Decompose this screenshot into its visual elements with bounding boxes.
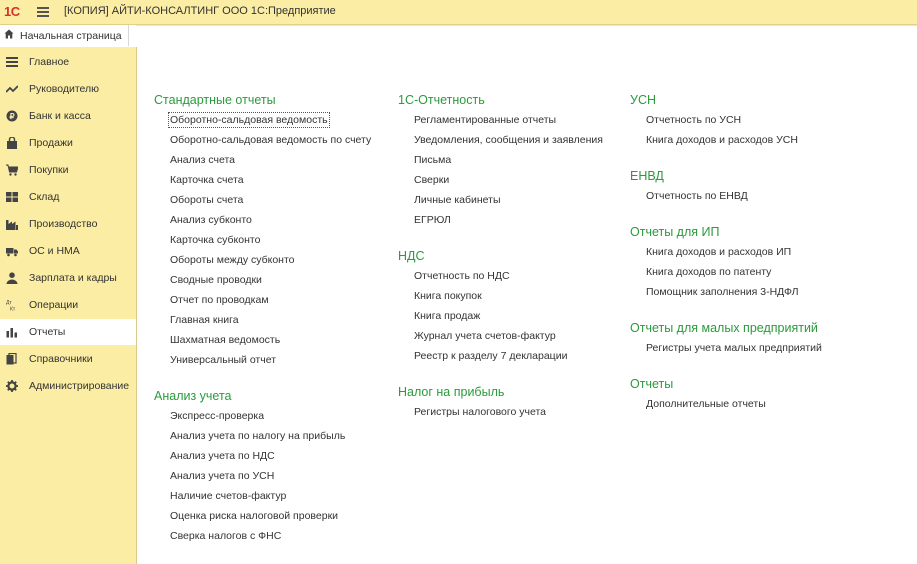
report-link[interactable]: ЕГРЮЛ bbox=[414, 214, 451, 226]
section-ip-reports bbox=[630, 222, 822, 302]
section-reports bbox=[630, 374, 822, 414]
sidebar-item-label: Покупки bbox=[29, 164, 69, 176]
app-logo[interactable]: 1С bbox=[4, 4, 20, 19]
section-title: Анализ учета bbox=[154, 389, 232, 403]
section-title: Отчеты для малых предприятий bbox=[630, 321, 818, 335]
sidebar-item-production[interactable] bbox=[0, 211, 136, 237]
debit-credit-icon bbox=[6, 299, 18, 311]
report-link[interactable]: Отчетность по НДС bbox=[414, 270, 510, 282]
report-link[interactable]: Экспресс-проверка bbox=[170, 410, 265, 422]
section-title: Стандартные отчеты bbox=[154, 93, 276, 107]
section-title: УСН bbox=[630, 93, 656, 107]
warehouse-grid-icon bbox=[6, 191, 18, 203]
section-usn bbox=[630, 90, 822, 150]
sidebar-item-fixed-assets[interactable] bbox=[0, 238, 136, 264]
section-title: 1С-Отчетность bbox=[398, 93, 485, 107]
report-link[interactable]: Анализ учета по НДС bbox=[170, 450, 275, 462]
cart-icon bbox=[6, 164, 18, 176]
content-divider bbox=[136, 25, 917, 26]
coin-icon bbox=[6, 110, 18, 122]
report-link[interactable]: Шахматная ведомость bbox=[170, 334, 281, 346]
section-title: Отчеты bbox=[630, 377, 674, 391]
sidebar-item-label: Операции bbox=[29, 299, 79, 311]
sidebar-item-label: Справочники bbox=[29, 353, 93, 365]
report-link[interactable]: Письма bbox=[414, 154, 452, 166]
sidebar-item-label: Отчеты bbox=[29, 326, 66, 338]
report-link[interactable]: Наличие счетов-фактур bbox=[170, 490, 287, 502]
report-link[interactable]: Оборотно-сальдовая ведомость по счету bbox=[170, 134, 372, 146]
section-title: ЕНВД bbox=[630, 169, 664, 183]
svg-text:Дт: Дт bbox=[6, 300, 12, 306]
reports-column-2 bbox=[398, 90, 603, 438]
sidebar-item-payroll[interactable] bbox=[0, 265, 136, 291]
sidebar-item-label: Зарплата и кадры bbox=[29, 272, 117, 284]
report-link[interactable]: Сверка налогов с ФНС bbox=[170, 530, 282, 542]
factory-icon bbox=[6, 218, 18, 230]
report-link[interactable]: Сверки bbox=[414, 174, 450, 186]
report-link[interactable]: Регламентированные отчеты bbox=[414, 114, 557, 126]
report-link[interactable]: Отчет по проводкам bbox=[170, 294, 269, 306]
sidebar-item-purchases[interactable] bbox=[0, 157, 136, 183]
report-link[interactable]: Универсальный отчет bbox=[170, 354, 277, 366]
sidebar-item-reports[interactable] bbox=[0, 319, 136, 345]
gear-icon bbox=[6, 380, 18, 392]
report-link[interactable]: Дополнительные отчеты bbox=[646, 398, 766, 410]
reports-column-3 bbox=[630, 90, 822, 430]
report-link[interactable]: Оценка риска налоговой проверки bbox=[170, 510, 339, 522]
report-link[interactable]: Обороты счета bbox=[170, 194, 244, 206]
report-link[interactable]: Главная книга bbox=[170, 314, 239, 326]
report-link[interactable]: Карточка субконто bbox=[170, 234, 261, 246]
report-link[interactable]: Обороты между субконто bbox=[170, 254, 295, 266]
report-link[interactable]: Личные кабинеты bbox=[414, 194, 501, 206]
person-icon bbox=[6, 272, 18, 284]
report-link[interactable]: Книга доходов и расходов УСН bbox=[646, 134, 798, 146]
sidebar-item-label: Производство bbox=[29, 218, 98, 230]
section-1c-reporting bbox=[398, 90, 603, 230]
sidebar-item-label: Руководителю bbox=[29, 83, 100, 95]
home-icon bbox=[4, 29, 14, 39]
title-bar bbox=[0, 0, 917, 25]
section-profit-tax bbox=[398, 382, 603, 422]
report-link[interactable]: Книга доходов и расходов ИП bbox=[646, 246, 792, 258]
report-link[interactable]: Регистры учета малых предприятий bbox=[646, 342, 822, 354]
truck-icon bbox=[6, 245, 18, 257]
section-standard-reports bbox=[154, 90, 371, 370]
report-link[interactable]: Анализ учета по налогу на прибыль bbox=[170, 430, 346, 442]
window-title: [КОПИЯ] АЙТИ-КОНСАЛТИНГ ООО 1С:Предприятие bbox=[64, 5, 336, 17]
sidebar-item-label: ОС и НМА bbox=[29, 245, 80, 257]
sidebar-item-label: Склад bbox=[29, 191, 60, 203]
reports-column-1 bbox=[154, 90, 371, 562]
sections-panel bbox=[0, 47, 137, 564]
report-link[interactable]: Помощник заполнения 3-НДФЛ bbox=[646, 286, 799, 298]
report-link[interactable]: Журнал учета счетов-фактур bbox=[414, 330, 556, 342]
section-accounting-analysis bbox=[154, 386, 371, 546]
sidebar-item-label: Продажи bbox=[29, 137, 73, 149]
books-icon bbox=[6, 353, 18, 365]
svg-text:₽: ₽ bbox=[9, 112, 15, 121]
main-menu-icon[interactable] bbox=[37, 5, 49, 19]
report-link[interactable]: Анализ счета bbox=[170, 154, 235, 166]
sidebar-item-label: Администрирование bbox=[29, 380, 130, 392]
section-envd bbox=[630, 166, 822, 206]
report-link[interactable]: Регистры налогового учета bbox=[414, 406, 546, 418]
report-link[interactable]: Книга продаж bbox=[414, 310, 481, 322]
section-title: НДС bbox=[398, 249, 425, 263]
sidebar-item-label: Банк и касса bbox=[29, 110, 91, 122]
report-link[interactable]: Уведомления, сообщения и заявления bbox=[414, 134, 603, 146]
sidebar-item-label: Главное bbox=[29, 56, 70, 68]
section-small-business-reports bbox=[630, 318, 822, 358]
trend-chart-icon bbox=[6, 83, 18, 95]
report-link[interactable]: Книга доходов по патенту bbox=[646, 266, 772, 278]
report-link[interactable]: Анализ учета по УСН bbox=[170, 470, 275, 482]
section-vat bbox=[398, 246, 603, 366]
sidebar-item-bank-cash[interactable] bbox=[0, 103, 136, 129]
report-link[interactable]: Оборотно-сальдовая ведомость bbox=[170, 114, 328, 126]
report-link[interactable]: Отчетность по УСН bbox=[646, 114, 742, 126]
sidebar-item-sales[interactable] bbox=[0, 130, 136, 156]
report-link[interactable]: Карточка счета bbox=[170, 174, 244, 186]
section-title: Налог на прибыль bbox=[398, 385, 505, 399]
sidebar-item-warehouse[interactable] bbox=[0, 184, 136, 210]
bar-chart-icon bbox=[6, 326, 18, 338]
sidebar-item-administration[interactable] bbox=[0, 373, 136, 399]
menu-lines-icon bbox=[6, 56, 18, 68]
report-link[interactable]: Реестр к разделу 7 декларации bbox=[414, 350, 568, 362]
sidebar-item-main[interactable] bbox=[0, 49, 136, 75]
section-title: Отчеты для ИП bbox=[630, 225, 720, 239]
home-page-tab[interactable] bbox=[0, 25, 129, 46]
sidebar-item-operations[interactable] bbox=[0, 292, 136, 318]
report-link[interactable]: Анализ субконто bbox=[170, 214, 252, 226]
shopping-bag-icon bbox=[6, 137, 18, 149]
sidebar-item-references[interactable] bbox=[0, 346, 136, 372]
report-link[interactable]: Книга покупок bbox=[414, 290, 482, 302]
home-tab-label: Начальная страница bbox=[20, 30, 122, 42]
sidebar-item-manager[interactable] bbox=[0, 76, 136, 102]
report-link[interactable]: Отчетность по ЕНВД bbox=[646, 190, 748, 202]
svg-text:Кт: Кт bbox=[10, 306, 16, 311]
report-link[interactable]: Сводные проводки bbox=[170, 274, 262, 286]
